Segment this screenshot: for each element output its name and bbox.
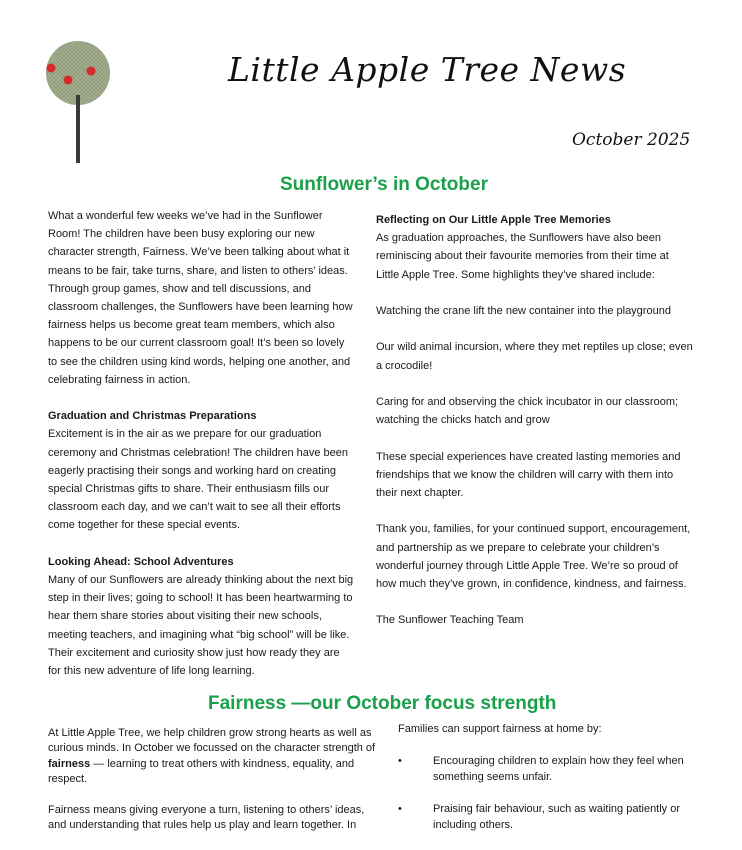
apple-2	[64, 76, 73, 85]
home-support-intro: Families can support fairness at home by:	[398, 723, 602, 735]
sunflowers-intro: What a wonderful few weeks we’ve had in the Sunflower Room! The children have been busy exploring our new character strength, Fairness. We’ve been talking about what it means to be fair, take turns, share, and listen to others’ ideas. Through group games, show and tell discussions, and classroom challenges, the Sunflowers have been learning how fairness helps us become great team members, which also happens to be our current classroom goal! It’s been so lovely to see the children using kind words, helping one another, and celebrating fairness in action.	[48, 210, 353, 386]
memories-intro: As graduation approaches, the Sunflowers have also been reminiscing about their favourite memories from their time at Little Apple Tree. Some highlights they’ve shared include:	[376, 232, 669, 281]
graduation-heading: Graduation and Christmas Preparations	[48, 410, 257, 423]
memories-block	[376, 211, 694, 284]
newsletter-title: Little Apple Tree News	[228, 50, 627, 89]
list-item-text: Praising fair behaviour, such as waiting patiently or including others.	[433, 803, 681, 831]
memories-heading: Reflecting on Our Little Apple Tree Memories	[376, 214, 611, 226]
fairness-right-column	[398, 722, 698, 850]
signoff: The Sunflower Teaching Team	[376, 614, 524, 627]
memory-incursion: Our wild animal incursion, where they met reptiles up close; even a crocodile!	[376, 341, 693, 372]
thank-you-text: Thank you, families, for your continued support, encouragement, and partnership as we prepare to celebrate your children’s wonderful journey through Little Apple Tree. We’re so proud of how much they’ve grown, in confidence, kindness, and fairness.	[376, 523, 691, 590]
apple-3	[87, 67, 96, 76]
apple-tree-icon	[28, 40, 148, 165]
looking-ahead-text: Many of our Sunflowers are already thinking about the next big step in their lives; going to school! It has been heartwarming to hear them share stories about visiting their new schools, meeting teachers, and imagining what “big school” will be like. Their excitement and curiosity show just how ready they are for this new adventure of life long learning.	[48, 574, 354, 678]
looking-ahead-heading: Looking Ahead: School Adventures	[48, 555, 234, 568]
newsletter-date: October 2025	[572, 130, 691, 150]
fairness-bold-word: fairness	[48, 757, 91, 770]
looking-ahead-block	[48, 553, 354, 680]
memories-closing: These special experiences have created lasting memories and friendships that we know the children will carry with them into their next chapter.	[376, 450, 681, 499]
list-item	[398, 802, 698, 833]
memory-crane: Watching the crane lift the new container into the playground	[376, 305, 671, 317]
fairness-intro-end: — learning to treat others with kindness, equality, and respect.	[48, 757, 355, 786]
fairness-intro-start: At Little Apple Tree, we help children grow strong hearts as well as curious minds. In October we focussed on the character strength of	[48, 727, 376, 755]
home-support-list	[398, 754, 698, 833]
section-title-fairness: Fairness —our October focus strength	[208, 693, 557, 714]
graduation-text: Excitement is in the air as we prepare for our graduation ceremony and Christmas celebration! The children have been eagerly practising their songs and working hard on creating special Christmas gifts to share. Their enthusiasm fills our classroom each day, and we can’t wait to see all their efforts come together for these special events.	[48, 428, 349, 532]
sunflowers-right-column	[376, 211, 694, 648]
fairness-left-column	[48, 726, 378, 849]
fairness-meaning: Fairness means giving everyone a turn, listening to others’ ideas, and understanding that rules help us play and learn together. In	[48, 804, 365, 832]
list-item-text: Encouraging children to explain how they feel when something seems unfair.	[433, 755, 684, 783]
fairness-intro	[48, 726, 378, 788]
memory-chicks: Caring for and observing the chick incubator in our classroom; watching the chicks hatch and grow	[376, 395, 679, 427]
tree-trunk	[76, 95, 80, 163]
section-title-sunflowers: Sunflower’s in October	[280, 174, 488, 195]
list-item	[398, 754, 698, 785]
graduation-block	[48, 407, 354, 534]
apple-1	[47, 64, 56, 73]
bullet-icon: •	[398, 755, 402, 768]
sunflowers-left-column	[48, 207, 354, 698]
apple-tree-logo	[28, 40, 148, 165]
bullet-icon: •	[398, 803, 402, 816]
